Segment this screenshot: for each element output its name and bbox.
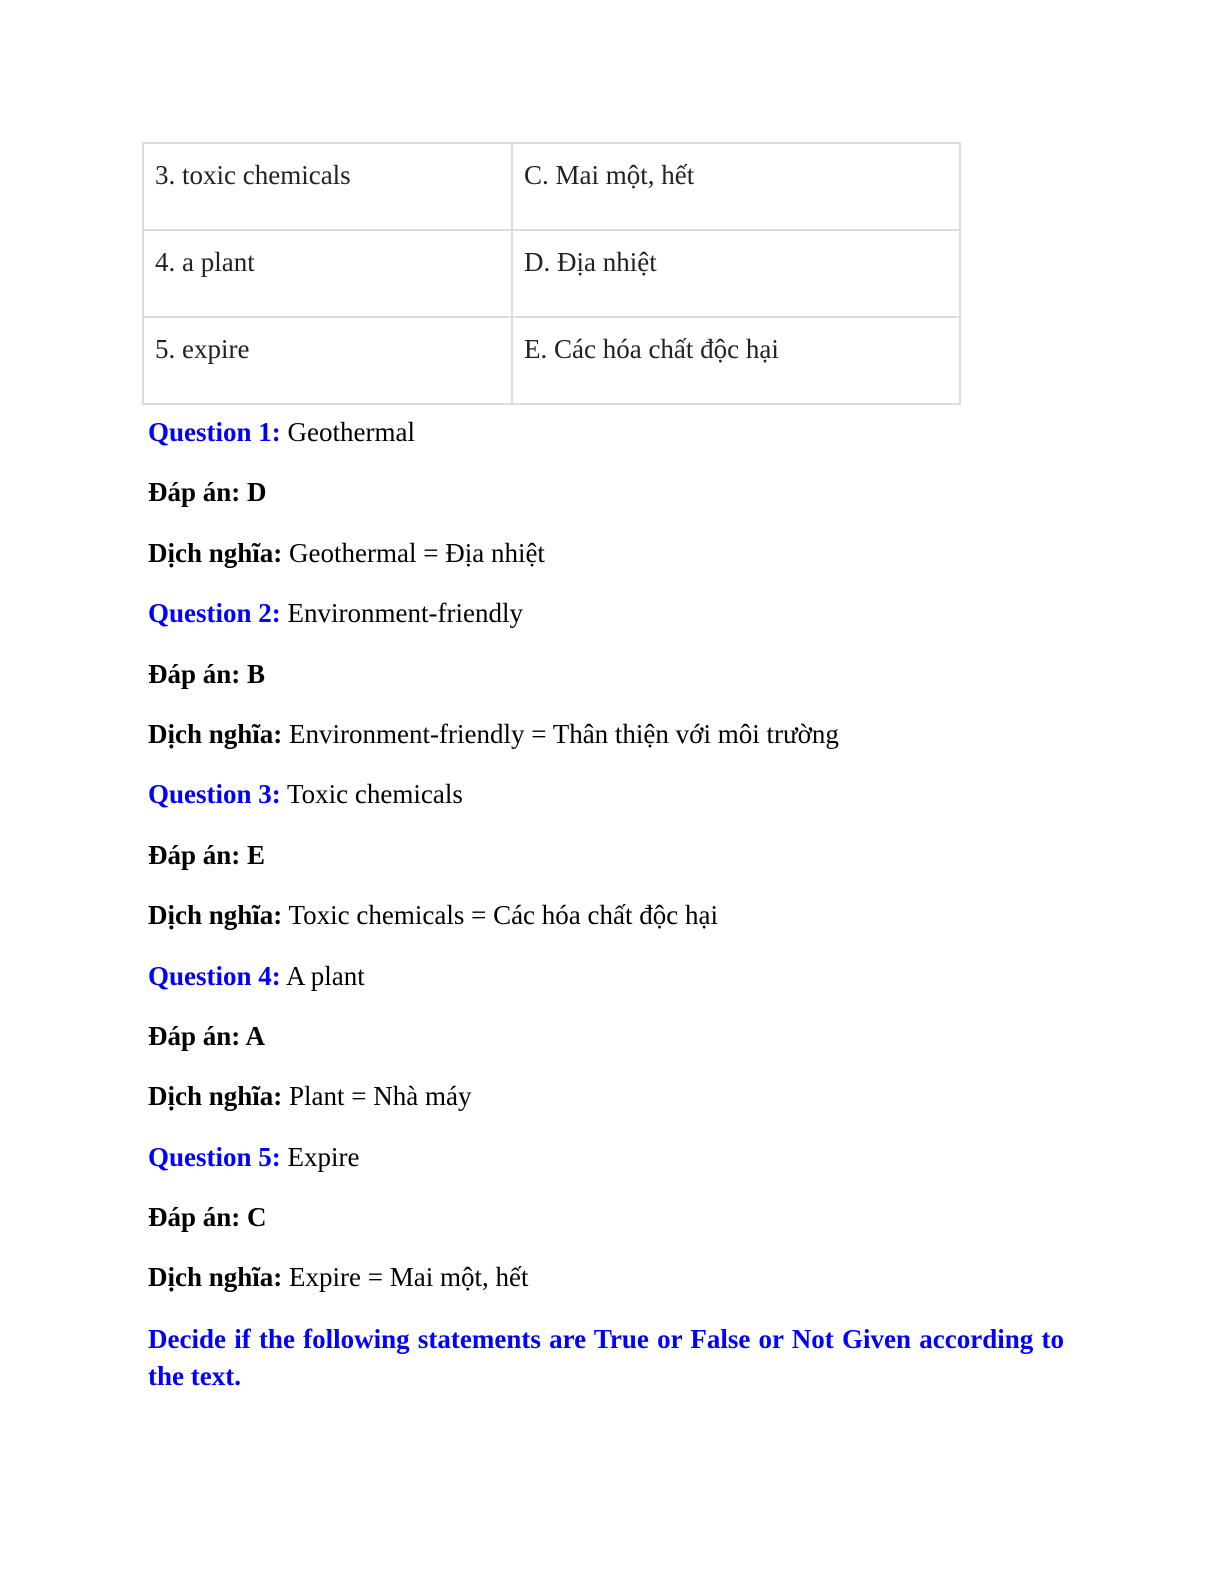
meaning-line (148, 898, 1078, 932)
meaning-line (148, 536, 1078, 570)
answer-line: Đáp án: C (148, 1202, 267, 1233)
question-label: Question 2: (148, 598, 281, 629)
meaning-label: Dịch nghĩa: (148, 1081, 283, 1112)
question-line (148, 777, 1078, 811)
answer-line: Đáp án: E (148, 839, 266, 870)
meaning-text: Expire = Mai một, hết (289, 1262, 529, 1293)
term-cell: 4. a plant (143, 230, 512, 317)
question-term: A plant (286, 960, 365, 991)
meaning-label: Dịch nghĩa: (148, 900, 283, 931)
meaning-text: Environment-friendly = Thân thiện với môi trường (289, 718, 839, 749)
question-term: Environment-friendly (287, 598, 523, 629)
instruction-heading: Decide if the following statements are True or False or Not Given according to the text. (148, 1323, 1064, 1391)
table-row (143, 317, 960, 404)
meaning-text: Plant = Nhà máy (289, 1081, 472, 1112)
answer-section (148, 415, 1078, 1395)
question-term: Expire (287, 1141, 360, 1172)
term-cell: 3. toxic chemicals (143, 143, 512, 230)
vocabulary-table (142, 142, 961, 405)
answer-line: Đáp án: B (148, 658, 266, 689)
table-row (143, 230, 960, 317)
question-label: Question 3: (148, 779, 281, 810)
meaning-line (148, 1260, 1078, 1294)
meaning-cell: D. Địa nhiệt (512, 230, 960, 317)
meaning-line (148, 1079, 1078, 1113)
question-term: Toxic chemicals (287, 779, 463, 810)
meaning-label: Dịch nghĩa: (148, 537, 283, 568)
question-line (148, 596, 1078, 630)
table-row (143, 143, 960, 230)
meaning-text: Geothermal = Địa nhiệt (289, 537, 545, 568)
meaning-cell: C. Mai một, hết (512, 143, 960, 230)
question-line (148, 1140, 1078, 1174)
answer-line: Đáp án: D (148, 477, 267, 508)
meaning-label: Dịch nghĩa: (148, 718, 283, 749)
question-line (148, 415, 1078, 449)
question-label: Question 4: (148, 960, 281, 991)
meaning-cell: E. Các hóa chất độc hại (512, 317, 960, 404)
term-cell: 5. expire (143, 317, 512, 404)
answer-line: Đáp án: A (148, 1020, 266, 1051)
meaning-label: Dịch nghĩa: (148, 1262, 283, 1293)
meaning-text: Toxic chemicals = Các hóa chất độc hại (288, 900, 718, 931)
question-label: Question 1: (148, 417, 281, 447)
question-label: Question 5: (148, 1141, 281, 1172)
meaning-line (148, 717, 1078, 751)
question-term: Geothermal (287, 417, 415, 447)
question-line (148, 959, 1078, 993)
